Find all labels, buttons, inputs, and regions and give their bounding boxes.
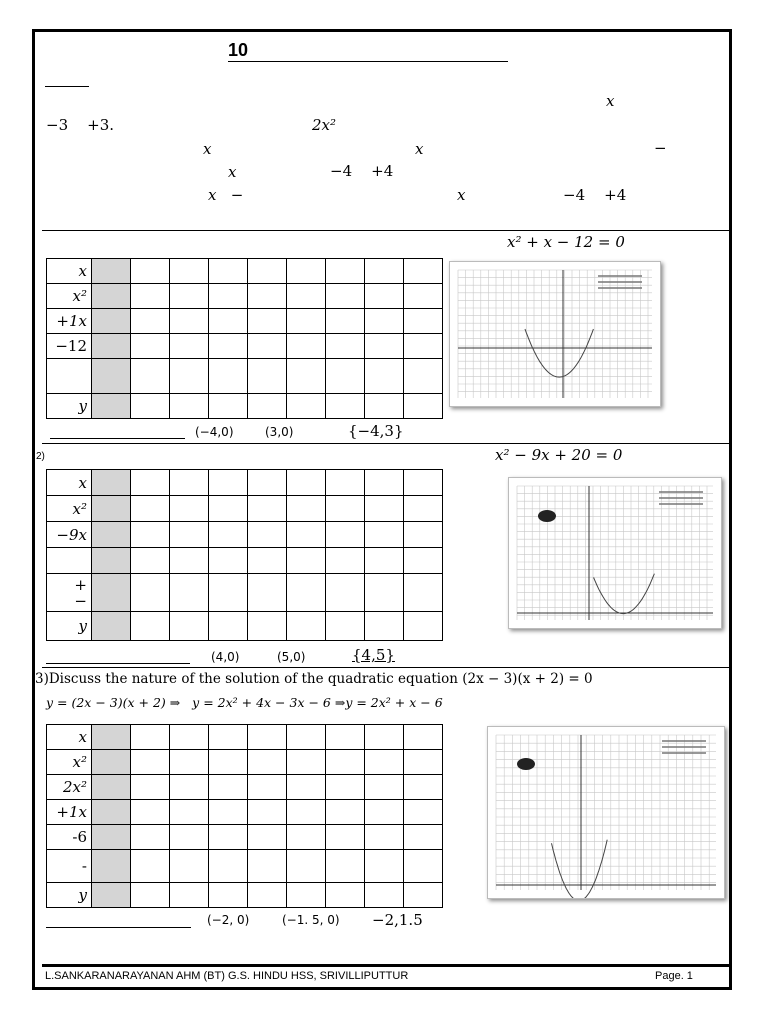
table-cell[interactable] — [248, 825, 287, 850]
table-cell[interactable] — [248, 883, 287, 908]
table-cell[interactable] — [92, 548, 131, 574]
row-label: y — [47, 612, 92, 641]
table-cell[interactable] — [170, 496, 209, 522]
table-cell[interactable] — [326, 850, 365, 883]
table-cell[interactable] — [209, 470, 248, 496]
row-label: x — [47, 259, 92, 284]
table-cell[interactable] — [170, 725, 209, 750]
row-label: x — [47, 470, 92, 496]
table-cell[interactable] — [326, 612, 365, 641]
table-cell[interactable] — [326, 800, 365, 825]
table-cell[interactable] — [365, 800, 404, 825]
table-cell[interactable] — [248, 394, 287, 419]
table-cell[interactable] — [131, 883, 170, 908]
row-label — [47, 548, 92, 574]
chapter-number: 10 — [228, 40, 249, 60]
table-cell[interactable] — [287, 259, 326, 284]
title-underline — [228, 61, 508, 62]
table-cell[interactable] — [209, 850, 248, 883]
table-cell[interactable] — [92, 750, 131, 775]
parabola-curve — [552, 840, 608, 898]
intro-var-2: x — [203, 140, 212, 158]
table-cell[interactable] — [209, 334, 248, 359]
table-row — [47, 548, 443, 574]
row-label: −12 — [47, 334, 92, 359]
table-cell[interactable] — [248, 750, 287, 775]
table-cell[interactable] — [365, 750, 404, 775]
table-cell[interactable] — [404, 259, 443, 284]
table-cell[interactable] — [131, 775, 170, 800]
table-cell[interactable] — [326, 825, 365, 850]
table-row — [47, 850, 443, 883]
table-cell[interactable] — [248, 259, 287, 284]
problem3-answer-line — [46, 927, 191, 928]
table-cell[interactable] — [209, 309, 248, 334]
table-cell[interactable] — [248, 496, 287, 522]
intro-var-6: x — [457, 186, 466, 204]
table-cell[interactable] — [92, 800, 131, 825]
table-row — [47, 284, 443, 309]
problem3-title: 3)Discuss the nature of the solution of the quadratic equation (2x − 3)(x + 2) = 0 — [35, 671, 593, 687]
table-cell[interactable] — [365, 394, 404, 419]
table-cell[interactable] — [248, 522, 287, 548]
table-cell[interactable] — [170, 309, 209, 334]
table-cell[interactable] — [209, 612, 248, 641]
table-cell[interactable] — [248, 775, 287, 800]
table-row — [47, 334, 443, 359]
table-cell[interactable] — [287, 394, 326, 419]
problem2-solution-set: {4,5} — [352, 646, 395, 664]
table-cell[interactable] — [248, 612, 287, 641]
table-cell[interactable] — [170, 800, 209, 825]
row-label: +1x — [47, 800, 92, 825]
table-cell[interactable] — [365, 548, 404, 574]
table-cell[interactable] — [404, 883, 443, 908]
row-label: +1x — [47, 309, 92, 334]
problem2-parabola-plot — [509, 478, 721, 628]
table-cell[interactable] — [404, 800, 443, 825]
table-cell[interactable] — [170, 883, 209, 908]
table-row — [47, 612, 443, 641]
table-cell[interactable] — [404, 470, 443, 496]
table-cell[interactable] — [92, 883, 131, 908]
problem1-equation: x² + x − 12 = 0 — [507, 233, 625, 251]
table-cell[interactable] — [92, 259, 131, 284]
table-cell[interactable] — [170, 750, 209, 775]
row-label: x² — [47, 284, 92, 309]
row-label: y — [47, 883, 92, 908]
table-row — [47, 825, 443, 850]
table-cell[interactable] — [170, 850, 209, 883]
table-cell[interactable] — [326, 883, 365, 908]
footer-author: L.SANKARANARAYANAN AHM (BT) G.S. HINDU HSS, SRIVILLIPUTTUR — [45, 970, 409, 982]
table-cell[interactable] — [170, 612, 209, 641]
table-cell[interactable] — [287, 284, 326, 309]
table-row — [47, 522, 443, 548]
table-row — [47, 725, 443, 750]
problem3-root-2: (−1. 5, 0) — [282, 913, 340, 927]
table-cell[interactable] — [326, 496, 365, 522]
table-cell[interactable] — [209, 800, 248, 825]
table-cell[interactable] — [131, 394, 170, 419]
table-cell[interactable] — [248, 359, 287, 394]
row-label: 2x² — [47, 775, 92, 800]
intro-var-4: x — [228, 163, 237, 181]
table-cell[interactable] — [248, 309, 287, 334]
table-cell[interactable] — [92, 612, 131, 641]
table-cell[interactable] — [131, 612, 170, 641]
table-cell[interactable] — [287, 309, 326, 334]
table-cell[interactable] — [170, 522, 209, 548]
table-cell[interactable] — [287, 470, 326, 496]
table-cell[interactable] — [326, 548, 365, 574]
section-underline — [45, 86, 89, 87]
intro-var: x — [606, 92, 615, 110]
table-cell[interactable] — [92, 359, 131, 394]
table-cell[interactable] — [365, 522, 404, 548]
table-cell[interactable] — [248, 800, 287, 825]
table-cell[interactable] — [326, 309, 365, 334]
table-cell[interactable] — [404, 522, 443, 548]
table-cell[interactable] — [209, 750, 248, 775]
problem3-parabola-plot — [488, 727, 724, 898]
parabola-curve — [525, 329, 593, 377]
table-cell[interactable] — [287, 775, 326, 800]
problem2-number: 2) — [36, 451, 45, 462]
table-cell[interactable] — [131, 359, 170, 394]
table-cell[interactable] — [209, 394, 248, 419]
table-cell[interactable] — [92, 496, 131, 522]
intro-dash: − — [654, 139, 667, 157]
table-cell[interactable] — [170, 359, 209, 394]
table-cell[interactable] — [248, 850, 287, 883]
problem3-table — [46, 724, 443, 908]
table-cell[interactable] — [209, 574, 248, 612]
problem2-graph — [508, 477, 722, 629]
table-cell[interactable] — [365, 259, 404, 284]
table-cell[interactable] — [209, 259, 248, 284]
table-cell[interactable] — [209, 359, 248, 394]
row-label: y — [47, 394, 92, 419]
problem1-table — [46, 258, 443, 419]
problem1-solution-set: {−4,3} — [348, 422, 404, 440]
table-cell[interactable] — [365, 470, 404, 496]
footer-divider — [42, 964, 730, 967]
problem2-root-1: (4,0) — [211, 650, 240, 664]
table-row — [47, 775, 443, 800]
table-cell[interactable] — [131, 800, 170, 825]
table-cell[interactable] — [92, 725, 131, 750]
table-cell[interactable] — [287, 883, 326, 908]
table-cell[interactable] — [131, 259, 170, 284]
table-cell[interactable] — [170, 334, 209, 359]
table-cell[interactable] — [248, 548, 287, 574]
table-cell[interactable] — [209, 825, 248, 850]
table-cell[interactable] — [365, 284, 404, 309]
table-cell[interactable] — [365, 850, 404, 883]
table-row — [47, 883, 443, 908]
table-cell[interactable] — [131, 522, 170, 548]
problem2-answer-line — [46, 663, 190, 664]
row-label: x² — [47, 750, 92, 775]
table-cell[interactable] — [365, 574, 404, 612]
table-row — [47, 309, 443, 334]
table-cell[interactable] — [170, 284, 209, 309]
table-cell[interactable] — [131, 825, 170, 850]
table-cell[interactable] — [287, 334, 326, 359]
table-cell[interactable] — [92, 825, 131, 850]
table-cell[interactable] — [326, 775, 365, 800]
table-cell[interactable] — [404, 394, 443, 419]
table-cell[interactable] — [248, 334, 287, 359]
table-cell[interactable] — [287, 750, 326, 775]
table-cell[interactable] — [170, 470, 209, 496]
intro-range: −3 +3. — [46, 116, 115, 134]
table-row — [47, 470, 443, 496]
table-cell[interactable] — [209, 548, 248, 574]
table-row — [47, 800, 443, 825]
table-cell[interactable] — [287, 548, 326, 574]
row-label: x — [47, 725, 92, 750]
table-cell[interactable] — [92, 284, 131, 309]
table-cell[interactable] — [326, 394, 365, 419]
footer-page: Page. 1 — [655, 970, 693, 982]
table-cell[interactable] — [131, 334, 170, 359]
intro-values: −4 +4 — [330, 162, 394, 180]
table-cell[interactable] — [170, 394, 209, 419]
table-cell[interactable] — [209, 496, 248, 522]
row-label: + − — [47, 574, 92, 612]
row-label: -6 — [47, 825, 92, 850]
problem1-root-1: (−4,0) — [195, 425, 234, 439]
table-cell[interactable] — [326, 284, 365, 309]
table-cell[interactable] — [131, 548, 170, 574]
table-cell[interactable] — [287, 359, 326, 394]
table-cell[interactable] — [365, 359, 404, 394]
table-cell[interactable] — [92, 775, 131, 800]
intro-term: 2x² — [312, 116, 337, 134]
table-row — [47, 496, 443, 522]
table-cell[interactable] — [287, 496, 326, 522]
table-cell[interactable] — [248, 574, 287, 612]
table-cell[interactable] — [404, 775, 443, 800]
table-cell[interactable] — [209, 883, 248, 908]
table-cell[interactable] — [404, 334, 443, 359]
table-cell[interactable] — [131, 750, 170, 775]
problem2-root-2: (5,0) — [277, 650, 306, 664]
row-label: x² — [47, 496, 92, 522]
logo-icon — [517, 758, 535, 770]
divider-3 — [42, 667, 730, 668]
table-cell[interactable] — [209, 775, 248, 800]
table-cell[interactable] — [326, 334, 365, 359]
problem3-graph — [487, 726, 725, 899]
problem1-root-2: (3,0) — [265, 425, 294, 439]
table-cell[interactable] — [209, 284, 248, 309]
table-cell[interactable] — [92, 334, 131, 359]
problem1-parabola-plot — [450, 262, 660, 406]
row-label: −9x — [47, 522, 92, 548]
problem3-derivation: y = (2x − 3)(x + 2) ⇒ y = 2x² + 4x − 3x − 6 ⇒y = 2x² + x − 6 — [46, 695, 443, 710]
logo-icon — [538, 510, 556, 522]
table-cell[interactable] — [326, 259, 365, 284]
table-cell[interactable] — [287, 850, 326, 883]
table-cell[interactable] — [248, 470, 287, 496]
table-cell[interactable] — [170, 574, 209, 612]
table-cell[interactable] — [209, 725, 248, 750]
table-cell[interactable] — [287, 825, 326, 850]
table-cell[interactable] — [326, 750, 365, 775]
row-label: - — [47, 850, 92, 883]
table-cell[interactable] — [131, 284, 170, 309]
table-cell[interactable] — [365, 334, 404, 359]
table-cell[interactable] — [404, 825, 443, 850]
problem3-root-1: (−2, 0) — [207, 913, 250, 927]
table-cell[interactable] — [170, 259, 209, 284]
table-cell[interactable] — [92, 574, 131, 612]
table-cell[interactable] — [326, 470, 365, 496]
table-cell[interactable] — [92, 850, 131, 883]
table-cell[interactable] — [131, 850, 170, 883]
table-cell[interactable] — [404, 612, 443, 641]
table-cell[interactable] — [326, 359, 365, 394]
table-cell[interactable] — [365, 725, 404, 750]
table-cell[interactable] — [365, 612, 404, 641]
table-row — [47, 574, 443, 612]
table-cell[interactable] — [326, 725, 365, 750]
table-cell[interactable] — [170, 825, 209, 850]
table-cell[interactable] — [326, 522, 365, 548]
table-cell[interactable] — [287, 574, 326, 612]
table-cell[interactable] — [404, 496, 443, 522]
problem1-answer-line — [50, 438, 185, 439]
table-cell[interactable] — [404, 850, 443, 883]
table-cell[interactable] — [365, 775, 404, 800]
table-cell[interactable] — [248, 284, 287, 309]
table-cell[interactable] — [404, 574, 443, 612]
table-cell[interactable] — [170, 775, 209, 800]
table-cell[interactable] — [404, 548, 443, 574]
table-cell[interactable] — [404, 284, 443, 309]
problem2-table — [46, 469, 443, 641]
table-cell[interactable] — [209, 522, 248, 548]
table-cell[interactable] — [131, 574, 170, 612]
table-row — [47, 394, 443, 419]
table-cell[interactable] — [326, 574, 365, 612]
problem3-solution-set: −2,1.5 — [372, 911, 423, 929]
table-cell[interactable] — [287, 725, 326, 750]
table-cell[interactable] — [287, 800, 326, 825]
table-cell[interactable] — [287, 522, 326, 548]
table-cell[interactable] — [92, 522, 131, 548]
intro-var-3: x — [415, 140, 424, 158]
table-cell[interactable] — [248, 725, 287, 750]
divider-1 — [42, 230, 730, 231]
table-cell[interactable] — [404, 359, 443, 394]
table-cell[interactable] — [404, 750, 443, 775]
divider-2 — [42, 443, 730, 444]
table-row — [47, 750, 443, 775]
intro-values-2: −4 +4 — [563, 186, 627, 204]
row-label — [47, 359, 92, 394]
table-cell[interactable] — [170, 548, 209, 574]
table-cell[interactable] — [131, 470, 170, 496]
table-cell[interactable] — [404, 309, 443, 334]
table-cell[interactable] — [365, 496, 404, 522]
table-cell[interactable] — [287, 612, 326, 641]
table-cell[interactable] — [92, 309, 131, 334]
problem1-graph — [449, 261, 661, 407]
problem2-equation: x² − 9x + 20 = 0 — [495, 446, 623, 464]
table-cell[interactable] — [92, 394, 131, 419]
table-cell[interactable] — [404, 725, 443, 750]
table-row — [47, 359, 443, 394]
table-cell[interactable] — [92, 470, 131, 496]
table-row — [47, 259, 443, 284]
table-cell[interactable] — [131, 309, 170, 334]
table-cell[interactable] — [131, 725, 170, 750]
intro-var-5: x − — [208, 186, 244, 204]
table-cell[interactable] — [365, 883, 404, 908]
table-cell[interactable] — [365, 309, 404, 334]
table-cell[interactable] — [365, 825, 404, 850]
table-cell[interactable] — [131, 496, 170, 522]
